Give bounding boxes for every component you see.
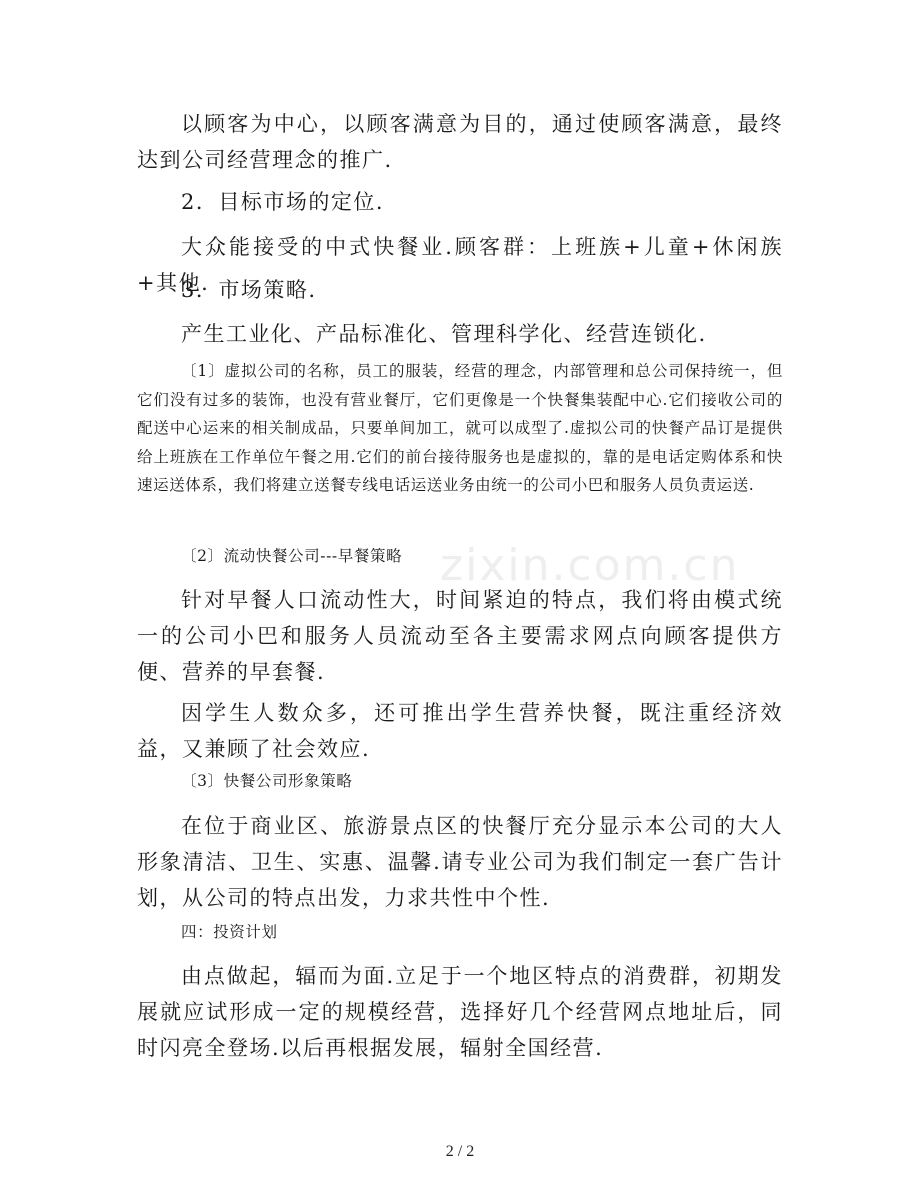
paragraph-breakfast-strategy: 针对早餐人口流动性大，时间紧迫的特点，我们将由模式统一的公司小巴和服务人员流动至各主要需求网点向顾客提供方便、营养的早套餐. [137, 588, 783, 684]
paragraph-image-strategy: 在位于商业区、旅游景点区的快餐厅充分显示本公司的大人形象清洁、卫生、实惠、温馨.请专业公司为我们制定一套广告计划，从公司的特点出发，力求共性中个性. [137, 814, 783, 910]
heading-image-strategy: 〔3〕快餐公司形象策略 [181, 772, 353, 790]
paragraph-target-market: 大众能接受的中式快餐业.顾客群：上班族+儿童+休闲族+其他. [137, 235, 783, 295]
watermark: zixin.com.cn [440, 540, 740, 591]
paragraph-virtual-company: 〔1〕虚拟公司的名称，员工的服装，经营的理念，内部管理和总公司保持统一，但它们没有过多的装饰，也没有营业餐厅，它们更像是一个快餐集装配中心.它们接收公司的配送中心运来的相关制成品，只要单间加工，就可以成型了.虚拟公司的快餐产品订是提供给上班族在工作单位午餐之用.它们的前台接待服务也是虚拟的，靠的是电话定购体系和快速运送体系，我们将建立送餐专线电话运送业务由统一的公司小巴和服务人员负责运送. [137, 362, 783, 494]
paragraph-student-meals: 因学生人数众多，还可推出学生营养快餐，既注重经济效益，又兼顾了社会效应. [137, 701, 783, 761]
heading-mobile-breakfast: 〔2〕流动快餐公司---早餐策略 [181, 547, 403, 565]
paragraph-investment-plan: 由点做起，辐而为面.立足于一个地区特点的消费群，初期发展就应试形成一定的规模经营，选择好几个经营网点地址后，同时闪亮全登场.以后再根据发展，辐射全国经营. [137, 964, 783, 1060]
page-number: 2 / 2 [445, 1143, 475, 1160]
heading-target-market: 2．目标市场的定位. [181, 190, 385, 214]
paragraph-customer-centric: 以顾客为中心，以顾客满意为目的，通过使顾客满意，最终达到公司经营理念的推广. [137, 112, 783, 172]
heading-investment-plan: 四：投资计划 [181, 923, 278, 941]
paragraph-market-strategy: 产生工业化、产品标准化、管理科学化、经营连锁化. [181, 322, 707, 346]
heading-market-strategy: 3．市场策略. [181, 278, 317, 302]
